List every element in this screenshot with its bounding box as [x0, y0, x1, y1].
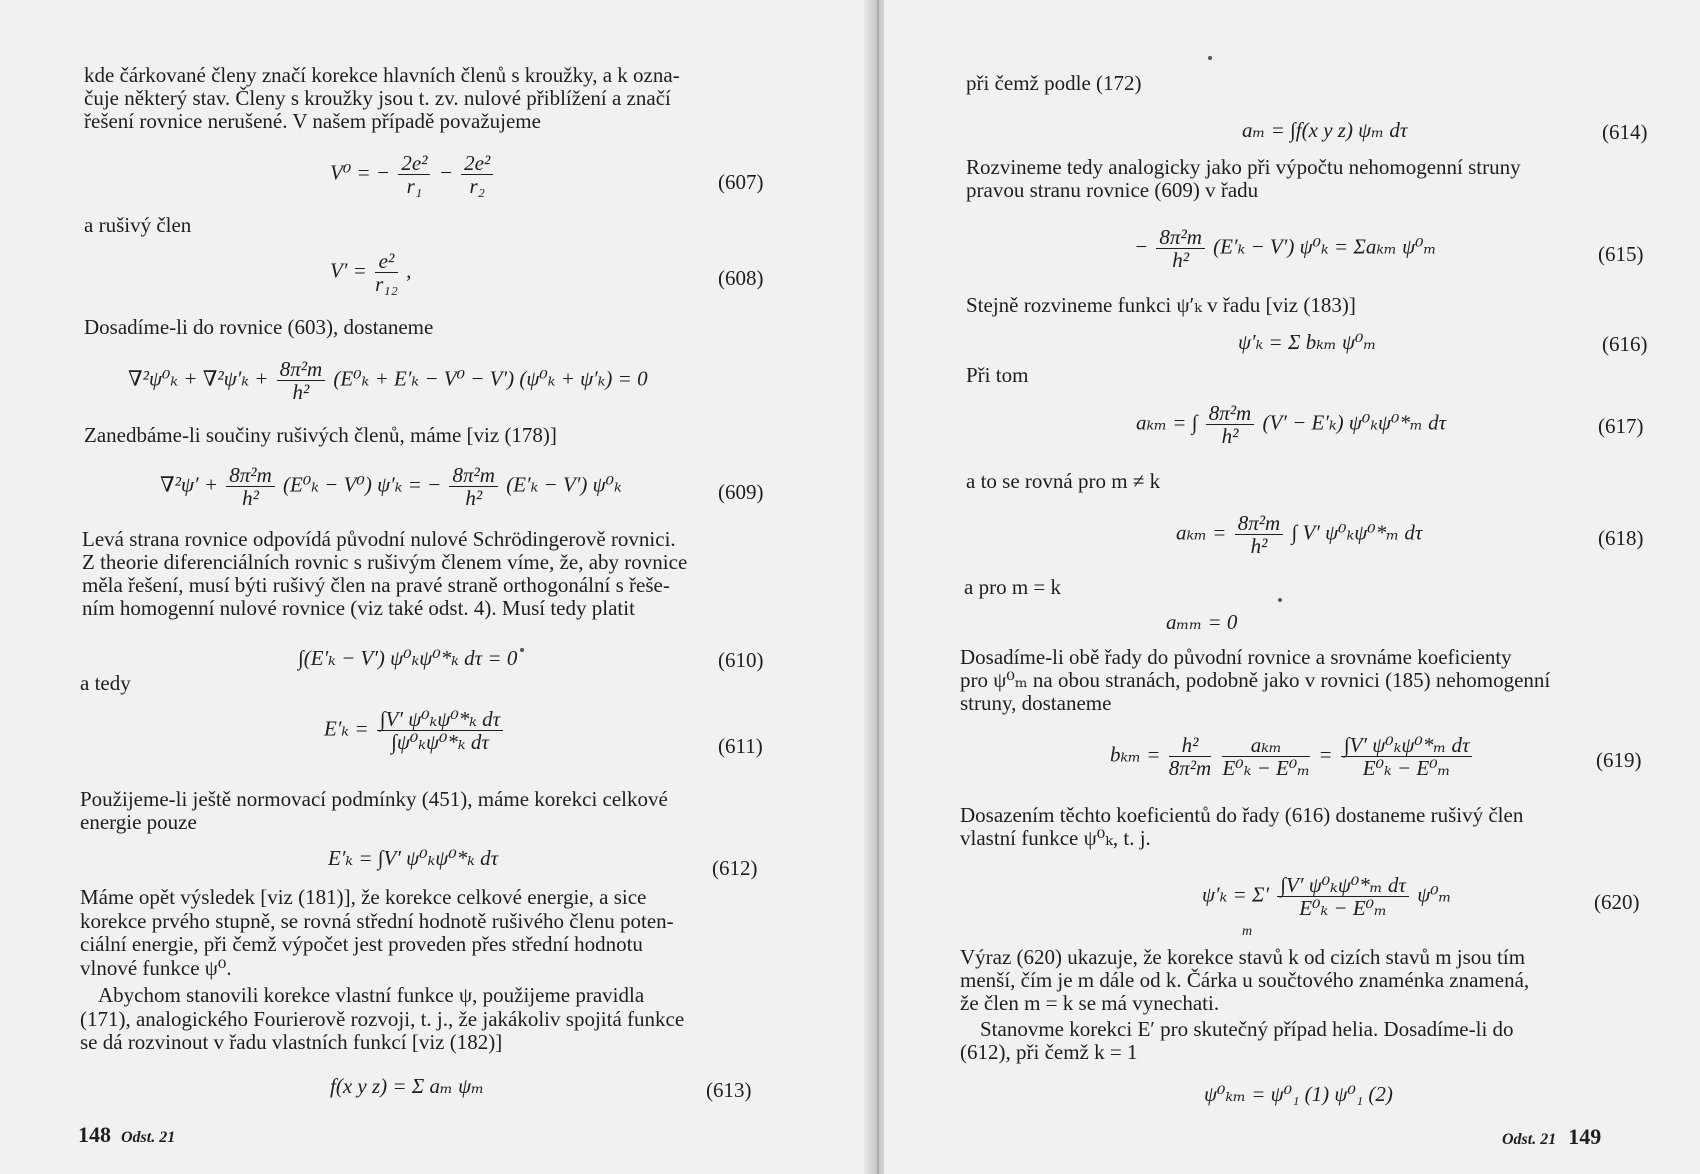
denominator: ∫ψ⁰ₖψ⁰*ₖ dτ — [391, 730, 489, 754]
right-paragraph-1 — [966, 156, 1521, 202]
text-line: a tedy — [80, 671, 131, 695]
text-line: Rozvineme tedy analogicky jako při výpočtu nehomogenní struny — [966, 155, 1521, 179]
text-line: Stejně rozvineme funkci ψ′ₖ v řadu [viz (183)] — [966, 293, 1356, 317]
left-paragraph-3 — [80, 788, 668, 834]
text-line: kde čárkované členy značí korekce hlavních členů s kroužky, a k ozna- — [84, 63, 680, 87]
text-line: struny, dostaneme — [960, 691, 1112, 715]
text-line: vlastní funkce ψ⁰ₖ, t. j. — [960, 826, 1151, 850]
text-line: řešení rovnice nerušené. V našem případě považujeme — [84, 109, 541, 133]
numerator: aₖₘ — [1222, 734, 1310, 757]
numerator: ∫V′ ψ⁰ₖψ⁰*ₘ dτ — [1277, 874, 1409, 897]
eq-part: (E⁰ₖ − V⁰) ψ′ₖ = − — [283, 472, 442, 497]
equation-607 — [330, 152, 496, 197]
eq-part: , — [406, 258, 412, 283]
eq-part: (E⁰ₖ + E′ₖ − V⁰ − V′) (ψ⁰ₖ + ψ′ₖ) = 0 — [333, 366, 648, 391]
equation-number: (611) — [718, 734, 763, 758]
equation-616: ψ′ₖ = Σ bₖₘ ψ⁰ₘ — [1238, 330, 1377, 354]
numerator: 2e² — [461, 152, 493, 175]
text-line: energie pouze — [80, 810, 197, 834]
text-line: čuje některý stav. Členy s kroužky jsou t. zv. nulové přiblížení a značí — [84, 86, 671, 110]
denominator: r₁ — [406, 174, 423, 198]
numerator: e² — [375, 250, 398, 273]
right-paragraph-3 — [960, 804, 1523, 850]
fraction — [1277, 874, 1409, 919]
eq-part: = — [1318, 742, 1333, 767]
equation-number: (617) — [1598, 414, 1644, 438]
left-paragraph-5 — [80, 984, 684, 1055]
equation-number: (609) — [718, 480, 764, 504]
eq-part: ∫ V′ ψ⁰ₖψ⁰*ₘ dτ — [1291, 520, 1423, 545]
equation-number: (615) — [1598, 242, 1644, 266]
equation-613: f(x y z) = Σ aₘ ψₘ — [330, 1074, 485, 1098]
fraction — [1206, 402, 1254, 447]
equation-609 — [160, 464, 622, 509]
text-line: Zanedbáme-li součiny rušivých členů, máme [viz (178)] — [84, 423, 557, 447]
text-line: Při tom — [966, 363, 1029, 387]
denominator: E⁰ₖ − E⁰ₘ — [1299, 896, 1387, 920]
right-page — [884, 0, 1700, 1174]
text-line: korekce prvého stupně, se rovná střední hodnotě rušivého členu poten- — [80, 908, 674, 933]
fraction — [1222, 734, 1310, 779]
numerator: 8π²m — [1206, 402, 1254, 425]
denominator: h² — [292, 380, 310, 404]
fraction — [398, 152, 430, 197]
text-line: při čemž podle (172) — [966, 71, 1142, 95]
equation-618 — [1176, 512, 1422, 557]
text-line: pravou stranu rovnice (609) v řadu — [966, 178, 1259, 202]
left-paragraph-4 — [80, 886, 674, 980]
equation-number: (616) — [1602, 332, 1648, 356]
eq-part: V⁰ = − — [330, 160, 391, 185]
equation-611 — [324, 708, 506, 753]
sum-subscript: m — [1242, 924, 1253, 939]
equation-620 — [1202, 874, 1452, 919]
text-line: vlnové funkce ψ⁰. — [80, 955, 232, 980]
right-paragraph-4 — [960, 946, 1529, 1015]
text-line: (612), při čemž k = 1 — [960, 1040, 1138, 1064]
text-line: Levá strana rovnice odpovídá původní nulové Schrödingerově rovnici. — [82, 527, 676, 551]
text-line: a pro m = k — [964, 575, 1061, 599]
eq-part: ψ′ₖ = Σ′ — [1202, 882, 1270, 907]
fraction — [1235, 512, 1283, 557]
equation-number: (618) — [1598, 526, 1644, 550]
fraction — [1341, 734, 1473, 779]
text-line: Dosadíme-li do rovnice (603), dostaneme — [84, 315, 434, 339]
eq-part: (V′ − E′ₖ) ψ⁰ₖψ⁰*ₘ dτ — [1262, 410, 1447, 435]
text-line: Dosadíme-li obě řady do původní rovnice a srovnáme koeficienty — [960, 645, 1512, 669]
numerator: ∫V′ ψ⁰ₖψ⁰*ₖ dτ — [377, 708, 503, 731]
text-line: Výraz (620) ukazuje, že korekce stavů k od cizích stavů m jsou tím — [960, 945, 1526, 969]
denominator: E⁰ₖ − E⁰ₘ — [1222, 756, 1311, 780]
equation-614: aₘ = ∫f(x y z) ψₘ dτ — [1242, 118, 1408, 142]
fraction — [1156, 226, 1204, 271]
text-line: se dá rozvinout v řadu vlastních funkcí [viz (182)] — [80, 1030, 503, 1054]
denominator: h² — [1250, 534, 1268, 558]
print-speck — [1208, 56, 1212, 60]
text-line: ním homogenní nulové rovnice (viz také odst. 4). Musí tedy platit — [82, 596, 635, 620]
text-line: a rušivý člen — [84, 213, 192, 237]
equation-number: (619) — [1596, 748, 1642, 772]
fraction — [226, 464, 274, 509]
left-paragraph-1 — [84, 64, 680, 133]
eq-part: ψ⁰ₘ — [1417, 882, 1452, 907]
text-line: pro ψ⁰ₘ na obou stranách, podobně jako v rovnici (185) nehomogenní — [960, 668, 1551, 692]
section-label: Odst. 21 — [121, 1129, 176, 1146]
text-line: měla řešení, musí býti rušivý člen na pravé straně orthogonální s řeše- — [82, 573, 670, 597]
equation-610: ∫(E′ₖ − V′) ψ⁰ₖψ⁰*ₖ dτ = 0 — [298, 646, 518, 670]
text-line: menší, čím je m dále od k. Čárka u součtového znaménka znamená, — [960, 968, 1530, 992]
numerator: 8π²m — [277, 358, 325, 381]
text-line: a to se rovná pro m ≠ k — [966, 469, 1161, 493]
fraction — [375, 250, 398, 295]
equation-amm: aₘₘ = 0 — [1166, 610, 1238, 634]
numerator: 2e² — [398, 152, 430, 175]
equation-number: (608) — [718, 266, 764, 290]
text-line: Z theorie diferenciálních rovnic s rušivým členem víme, že, aby rovnice — [82, 550, 688, 574]
fraction — [377, 708, 503, 753]
denominator: h² — [1221, 424, 1239, 448]
page-footer — [1502, 1124, 1601, 1150]
page-number: 148 — [78, 1122, 111, 1147]
eq-part: ∇²ψ′ + — [160, 472, 219, 497]
eq-part: (E′ₖ − V′) ψ⁰ₖ — [506, 472, 622, 497]
numerator: 8π²m — [449, 464, 497, 487]
numerator: 8π²m — [226, 464, 274, 487]
eq-part: − — [1134, 234, 1149, 259]
eq-part: V′ = — [330, 258, 367, 283]
numerator: h² — [1169, 734, 1211, 757]
equation-number: (614) — [1602, 120, 1648, 144]
equation-615 — [1134, 226, 1436, 271]
equation-number: (612) — [712, 856, 758, 880]
equation-603-substituted — [128, 358, 648, 403]
denominator: h² — [242, 486, 259, 510]
right-paragraph-2 — [960, 646, 1550, 715]
print-speck — [520, 648, 524, 652]
eq-part: E′ₖ = — [324, 716, 369, 741]
eq-part: aₖₘ = — [1176, 520, 1227, 545]
section-label: Odst. 21 — [1502, 1131, 1557, 1148]
fraction — [1169, 734, 1211, 779]
eq-part: bₖₘ = — [1110, 742, 1161, 767]
equation-612: E′ₖ = ∫V′ ψ⁰ₖψ⁰*ₖ dτ — [328, 846, 499, 870]
text-line: Dosazením těchto koeficientů do řady (616) dostaneme rušivý člen — [960, 803, 1524, 827]
equation-number: (620) — [1594, 890, 1640, 914]
fraction — [277, 358, 325, 403]
equation-number: (613) — [706, 1078, 752, 1102]
text-line: Abychom stanovili korekce vlastní funkce ψ, použijeme pravidla — [98, 983, 645, 1007]
text-line: že člen m = k se má vynechati. — [960, 991, 1220, 1015]
print-speck — [1278, 598, 1282, 602]
numerator: ∫V′ ψ⁰ₖψ⁰*ₘ dτ — [1341, 734, 1473, 757]
right-paragraph-5 — [960, 1018, 1514, 1064]
equation-608 — [330, 250, 411, 295]
equation-number: (610) — [718, 648, 764, 672]
denominator: r₂ — [469, 174, 485, 198]
numerator: 8π²m — [1235, 512, 1283, 535]
equation-619 — [1110, 734, 1475, 779]
denominator: r₁₂ — [375, 272, 398, 296]
page-number: 149 — [1568, 1124, 1602, 1149]
denominator: 8π²m — [1168, 756, 1212, 780]
page-footer — [78, 1122, 175, 1148]
equation-number: (607) — [718, 170, 764, 194]
text-line: (171), analogického Fourierově rozvoji, t. j., že jakákoliv spojitá funkce — [80, 1006, 685, 1031]
fraction — [449, 464, 497, 509]
equation-last: ψ⁰ₖₘ = ψ⁰₁ (1) ψ⁰₁ (2) — [1204, 1082, 1393, 1106]
denominator: E⁰ₖ − E⁰ₘ — [1362, 756, 1451, 780]
text-line: Stanovme korekci E′ pro skutečný případ helia. Dosadíme-li do — [980, 1017, 1514, 1041]
left-paragraph-2 — [82, 528, 687, 620]
fraction — [461, 152, 493, 197]
denominator: h² — [1172, 248, 1190, 272]
equation-617 — [1136, 402, 1446, 447]
text-line: Použijeme-li ještě normovací podmínky (451), máme korekci celkové — [80, 787, 668, 811]
eq-part: − — [438, 160, 453, 185]
denominator: h² — [465, 486, 483, 510]
eq-part: aₖₘ = ∫ — [1136, 410, 1198, 435]
text-line: ciální energie, při čemž výpočet jest proveden přes střední hodnotu — [80, 932, 643, 956]
eq-part: ∇²ψ⁰ₖ + ∇²ψ′ₖ + — [128, 366, 269, 391]
eq-part: (E′ₖ − V′) ψ⁰ₖ = Σaₖₘ ψ⁰ₘ — [1213, 234, 1437, 259]
text-line: Máme opět výsledek [viz (181)], že korekce celkové energie, a sice — [80, 885, 647, 909]
numerator: 8π²m — [1156, 226, 1204, 249]
